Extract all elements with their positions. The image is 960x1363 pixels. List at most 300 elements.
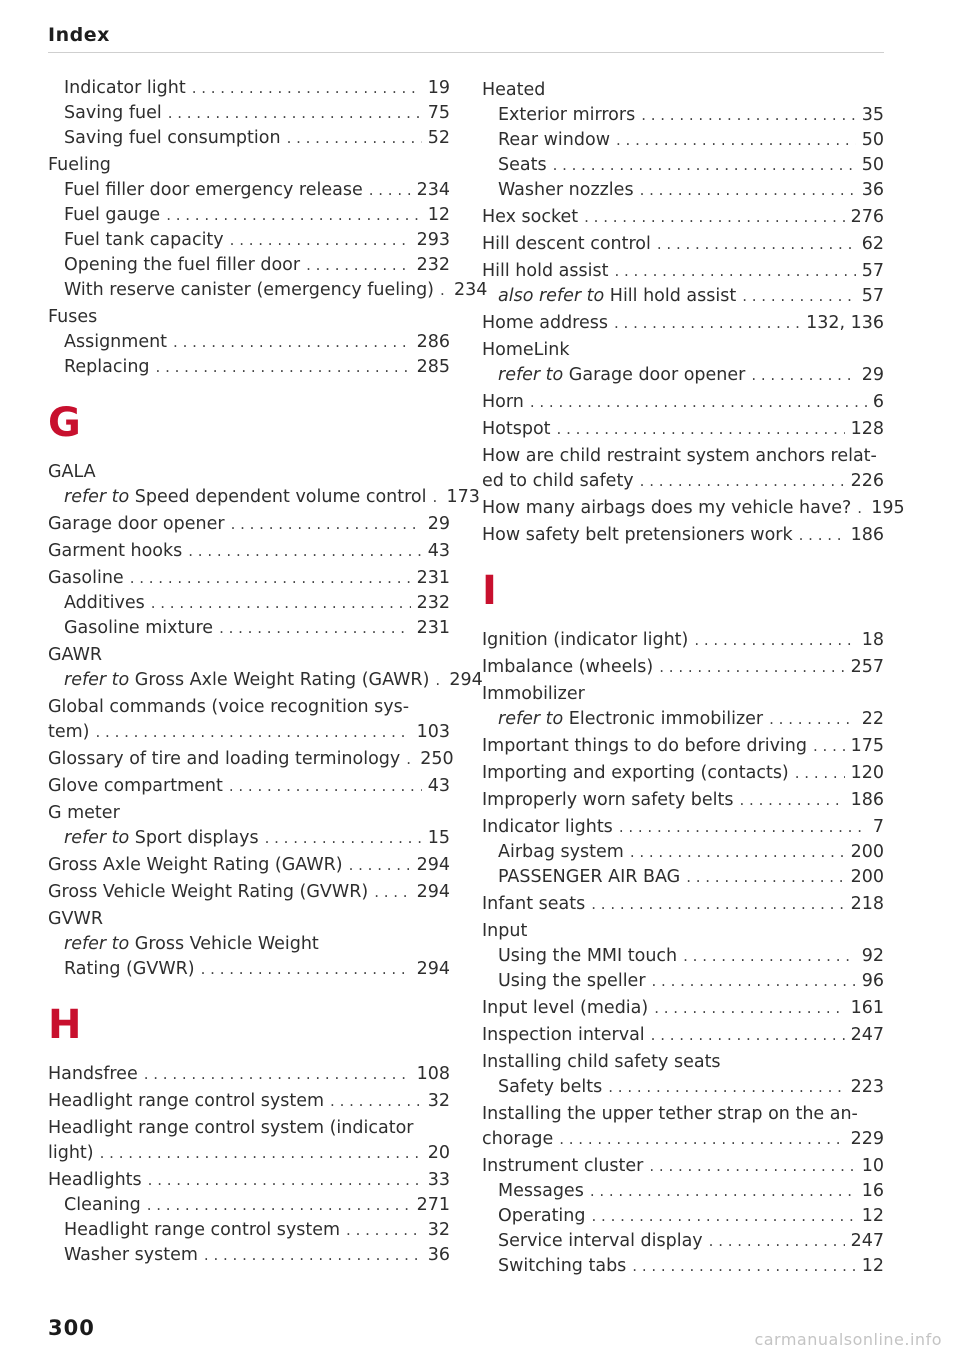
index-term-text: Safety belts	[498, 1077, 603, 1097]
page-reference: 36	[861, 180, 884, 200]
index-term	[48, 566, 124, 591]
index-entry	[482, 1154, 884, 1179]
index-term	[48, 460, 96, 485]
index-term	[482, 788, 734, 813]
index-subentry	[482, 969, 884, 994]
index-term-text: How safety belt pretensioners work	[482, 525, 793, 545]
page-reference: 92	[861, 946, 884, 966]
page-reference: 50	[861, 130, 884, 150]
dot-leader	[740, 788, 845, 813]
dot-leader	[130, 566, 411, 591]
index-term	[64, 278, 434, 303]
index-subentry	[48, 203, 450, 228]
dot-leader	[229, 774, 422, 799]
index-term	[482, 417, 551, 442]
index-term-text: Gasoline mixture	[64, 618, 214, 638]
dot-leader	[374, 880, 410, 905]
index-term	[498, 1179, 584, 1204]
index-entry	[482, 78, 884, 103]
dot-leader	[813, 734, 845, 759]
dot-leader	[640, 469, 845, 494]
index-entry	[482, 232, 884, 257]
dot-leader	[440, 278, 448, 303]
dot-leader	[530, 390, 867, 415]
dot-leader	[173, 330, 411, 355]
page-reference: 294	[416, 855, 450, 875]
index-subentry	[482, 840, 884, 865]
dot-leader	[616, 128, 856, 153]
index-term	[498, 865, 680, 890]
dot-leader	[640, 178, 856, 203]
index-term	[498, 178, 634, 203]
index-term-text: Improperly worn safety belts	[482, 790, 734, 810]
index-column-left	[48, 76, 488, 1268]
dot-leader	[686, 865, 844, 890]
page-reference: 12	[861, 1206, 884, 1226]
index-subentry	[482, 128, 884, 153]
index-term-text: Rear window	[498, 130, 611, 150]
index-subentry	[482, 865, 884, 890]
index-term	[48, 539, 182, 564]
index-entry	[48, 460, 450, 485]
dot-leader	[591, 892, 844, 917]
index-entry	[48, 512, 450, 537]
index-entry	[48, 801, 450, 826]
index-term	[482, 1127, 553, 1152]
index-term-text: Gross Vehicle Weight	[134, 934, 319, 954]
index-subentry	[482, 178, 884, 203]
page-reference: 43	[427, 541, 450, 561]
index-entry	[482, 628, 884, 653]
page-reference: 32	[427, 1091, 450, 1111]
index-term-text: Gross Axle Weight Rating (GAWR)	[48, 855, 343, 875]
index-term-text: Fuses	[48, 307, 98, 327]
index-term	[482, 892, 585, 917]
index-entry	[48, 1141, 450, 1166]
index-term	[498, 1229, 703, 1254]
dot-leader	[100, 1141, 422, 1166]
index-subentry	[482, 707, 884, 732]
index-subentry	[48, 1218, 450, 1243]
index-term	[482, 1102, 858, 1127]
index-term	[64, 1218, 340, 1243]
cross-reference-label: refer to	[498, 709, 564, 729]
page-reference: 15	[427, 828, 450, 848]
index-term-text: Glove compartment	[48, 776, 223, 796]
index-term-text: Immobilizer	[482, 684, 585, 704]
page-reference: 294	[416, 882, 450, 902]
index-entry	[482, 1127, 884, 1152]
index-term	[48, 801, 120, 826]
cross-reference-label: refer to	[64, 670, 130, 690]
index-term-text: Sport displays	[134, 828, 259, 848]
dot-leader	[694, 628, 855, 653]
index-entry	[48, 153, 450, 178]
dot-leader	[204, 1243, 422, 1268]
index-term	[482, 1154, 643, 1179]
page-reference: 7	[872, 817, 884, 837]
index-term-text: light)	[48, 1143, 94, 1163]
dot-leader	[306, 253, 411, 278]
index-term	[48, 853, 343, 878]
page-reference: 173	[446, 487, 480, 507]
index-term	[498, 1204, 586, 1229]
dot-leader	[651, 1023, 845, 1048]
page-reference: 286	[416, 332, 450, 352]
index-term-text: Headlight range control system (indicator	[48, 1118, 414, 1138]
index-term-text: Hill descent control	[482, 234, 651, 254]
page-reference: 29	[427, 514, 450, 534]
index-term	[64, 932, 319, 957]
dot-leader	[265, 826, 422, 851]
index-entry	[48, 566, 450, 591]
dot-leader	[742, 284, 855, 309]
index-term-text: Fuel tank capacity	[64, 230, 224, 250]
dot-leader	[652, 969, 856, 994]
dot-leader	[435, 668, 443, 693]
dot-leader	[795, 761, 845, 786]
index-term-text: Airbag system	[498, 842, 624, 862]
index-entry	[482, 892, 884, 917]
dot-leader	[632, 1254, 855, 1279]
index-entry	[48, 880, 450, 905]
index-term	[482, 734, 807, 759]
index-term-text: Exterior mirrors	[498, 105, 636, 125]
index-term	[48, 305, 97, 330]
index-term	[48, 747, 400, 772]
index-term	[48, 880, 368, 905]
page-reference: 247	[850, 1231, 884, 1251]
index-entry	[482, 815, 884, 840]
index-term-text: Cleaning	[64, 1195, 141, 1215]
page-reference: 57	[861, 261, 884, 281]
dot-leader	[287, 126, 422, 151]
index-subentry	[48, 76, 450, 101]
index-entry	[48, 747, 454, 772]
index-term	[64, 1193, 141, 1218]
index-term	[48, 153, 111, 178]
dot-leader	[619, 815, 867, 840]
index-term	[64, 616, 213, 641]
cross-reference-label: also refer to	[498, 286, 605, 306]
page-reference: 103	[416, 722, 450, 742]
index-letter-heading: G	[48, 400, 81, 446]
index-term	[64, 826, 259, 851]
index-term	[498, 363, 745, 388]
index-term-text: Washer system	[64, 1245, 198, 1265]
page-reference: 232	[416, 593, 450, 613]
index-term-text: Hill hold assist	[609, 286, 737, 306]
index-entry	[482, 496, 905, 521]
index-term	[64, 591, 145, 616]
index-term	[64, 76, 186, 101]
page-reference: 22	[861, 709, 884, 729]
dot-leader	[630, 840, 845, 865]
dot-leader	[406, 747, 414, 772]
page-reference: 6	[872, 392, 884, 412]
index-term	[498, 707, 763, 732]
index-term-text: Gross Axle Weight Rating (GAWR)	[134, 670, 430, 690]
dot-leader	[592, 1204, 856, 1229]
index-term-text: Replacing	[64, 357, 150, 377]
page-reference: 18	[861, 630, 884, 650]
index-term	[64, 178, 363, 203]
page-reference: 57	[861, 286, 884, 306]
index-entry	[482, 788, 884, 813]
index-subentry	[48, 278, 488, 303]
index-term-text: Saving fuel consumption	[64, 128, 281, 148]
dot-leader	[590, 1179, 856, 1204]
index-term-text: Headlights	[48, 1170, 142, 1190]
cross-reference-label: refer to	[498, 365, 564, 385]
index-term	[64, 126, 281, 151]
index-term	[482, 996, 648, 1021]
index-subentry	[482, 1075, 884, 1100]
index-term-text: Headlight range control system	[48, 1091, 325, 1111]
index-entry	[482, 919, 884, 944]
page-reference: 293	[416, 230, 450, 250]
index-term-text: G meter	[48, 803, 120, 823]
index-term-text: GVWR	[48, 909, 103, 929]
dot-leader	[769, 707, 856, 732]
dot-leader	[188, 539, 421, 564]
index-subentry	[482, 1179, 884, 1204]
dot-leader	[751, 363, 855, 388]
index-term	[482, 682, 585, 707]
page-reference: 186	[850, 525, 884, 545]
index-term-text: How are child restraint system anchors relat-	[482, 446, 877, 466]
index-subentry	[48, 932, 450, 957]
index-term	[482, 655, 653, 680]
page-reference: 32	[427, 1220, 450, 1240]
index-term	[498, 1254, 626, 1279]
index-entry	[482, 682, 884, 707]
index-subentry	[482, 1254, 884, 1279]
dot-leader	[433, 485, 441, 510]
dot-leader	[584, 205, 844, 230]
index-term-text: Gross Vehicle Weight Rating (GVWR)	[48, 882, 369, 902]
page-reference: 294	[449, 670, 483, 690]
index-term-text: GALA	[48, 462, 96, 482]
index-term	[48, 643, 102, 668]
index-entry	[48, 539, 450, 564]
dot-leader	[649, 1154, 855, 1179]
index-term-text: tem)	[48, 722, 90, 742]
index-term-text: PASSENGER AIR BAG	[498, 867, 681, 887]
index-term-text: HomeLink	[482, 340, 570, 360]
index-subentry	[482, 153, 884, 178]
index-term	[482, 469, 634, 494]
page-reference: 132, 136	[806, 313, 884, 333]
index-subentry	[48, 178, 450, 203]
dot-leader	[168, 101, 422, 126]
page-reference: 229	[850, 1129, 884, 1149]
index-term-text: Additives	[64, 593, 145, 613]
index-term	[48, 1089, 324, 1114]
page-reference: 43	[427, 776, 450, 796]
dot-leader	[151, 591, 411, 616]
page-reference: 33	[427, 1170, 450, 1190]
index-term-text: Garage door opener	[48, 514, 225, 534]
index-term-text: Seats	[498, 155, 547, 175]
index-term-text: Assignment	[64, 332, 168, 352]
dot-leader	[799, 523, 845, 548]
index-term	[498, 103, 635, 128]
page-reference: 12	[861, 1256, 884, 1276]
index-term-text: Messages	[498, 1181, 584, 1201]
page-reference: 175	[850, 736, 884, 756]
page-reference: 200	[850, 842, 884, 862]
page-reference: 52	[427, 128, 450, 148]
index-entry	[48, 1089, 450, 1114]
index-term-text: Washer nozzles	[498, 180, 634, 200]
index-entry	[482, 338, 884, 363]
page-reference: 161	[850, 998, 884, 1018]
index-term	[482, 390, 524, 415]
index-term	[64, 957, 195, 982]
index-term-text: Rating (GVWR)	[64, 959, 195, 979]
page-reference: 218	[850, 894, 884, 914]
index-term-text: Operating	[498, 1206, 586, 1226]
dot-leader	[346, 1218, 422, 1243]
index-term	[64, 203, 160, 228]
page-reference: 120	[850, 763, 884, 783]
index-term-text: Indicator lights	[482, 817, 613, 837]
index-term-text: Inspection interval	[482, 1025, 645, 1045]
index-term-text: Installing the upper tether strap on the an-	[482, 1104, 858, 1124]
index-term-text: Glossary of tire and loading terminology	[48, 749, 401, 769]
index-term-text: Hotspot	[482, 419, 551, 439]
index-term	[48, 1062, 138, 1087]
index-term	[482, 523, 793, 548]
page-reference: 62	[861, 234, 884, 254]
page-reference: 226	[850, 471, 884, 491]
index-entry	[482, 311, 884, 336]
page-reference: 20	[427, 1143, 450, 1163]
dot-leader	[683, 944, 856, 969]
index-term-text: Gasoline	[48, 568, 124, 588]
dot-leader	[219, 616, 411, 641]
page-reference: 12	[427, 205, 450, 225]
index-subentry	[482, 363, 884, 388]
index-term	[482, 232, 651, 257]
index-term-text: Home address	[482, 313, 608, 333]
page-reference: 186	[850, 790, 884, 810]
page-reference: 195	[871, 498, 905, 518]
page-reference: 247	[850, 1025, 884, 1045]
page-reference: 36	[427, 1245, 450, 1265]
index-subentry	[482, 944, 884, 969]
index-subentry	[48, 957, 450, 982]
index-subentry	[48, 228, 450, 253]
dot-leader	[614, 311, 800, 336]
index-subentry	[48, 485, 480, 510]
index-term-text: Fuel filler door emergency release	[64, 180, 363, 200]
index-subentry	[48, 826, 450, 851]
index-term-text: Saving fuel	[64, 103, 162, 123]
dot-leader	[144, 1062, 411, 1087]
index-entry	[482, 390, 884, 415]
index-term-text: Electronic immobilizer	[568, 709, 764, 729]
index-term	[482, 919, 527, 944]
page-reference: 276	[850, 207, 884, 227]
index-term-text: Speed dependent volume control	[134, 487, 427, 507]
index-entry	[482, 1102, 884, 1127]
page-reference: 232	[416, 255, 450, 275]
index-term-text: Opening the fuel filler door	[64, 255, 301, 275]
dot-leader	[608, 1075, 844, 1100]
index-term	[498, 284, 736, 309]
page-reference: 231	[416, 568, 450, 588]
index-term-text: Ignition (indicator light)	[482, 630, 689, 650]
index-term-text: Service interval display	[498, 1231, 703, 1251]
page-reference: 50	[861, 155, 884, 175]
index-column-right	[482, 76, 905, 1279]
cross-reference-label: refer to	[64, 934, 130, 954]
index-term-text: Important things to do before driving	[482, 736, 807, 756]
index-term	[64, 228, 224, 253]
index-term-text: Garage door opener	[568, 365, 746, 385]
index-subentry	[48, 253, 450, 278]
index-term	[64, 253, 300, 278]
page-reference: 128	[850, 419, 884, 439]
page-reference: 108	[416, 1064, 450, 1084]
index-term-text: Global commands (voice recognition sys-	[48, 697, 410, 717]
index-term	[482, 761, 789, 786]
page-reference: 294	[416, 959, 450, 979]
index-term-text: Hill hold assist	[482, 261, 609, 281]
index-term-text: ed to child safety	[482, 471, 634, 491]
dot-leader	[557, 417, 845, 442]
index-term	[482, 311, 608, 336]
page-reference: 16	[861, 1181, 884, 1201]
dot-leader	[156, 355, 411, 380]
page-reference: 271	[416, 1195, 450, 1215]
dot-leader	[166, 203, 422, 228]
index-entry	[48, 774, 450, 799]
page-reference: 234	[454, 280, 488, 300]
index-entry	[48, 1168, 450, 1193]
index-term-text: Switching tabs	[498, 1256, 627, 1276]
index-subentry	[482, 284, 884, 309]
index-term-text: Input	[482, 921, 528, 941]
index-term-text: Importing and exporting (contacts)	[482, 763, 789, 783]
dot-leader	[659, 655, 844, 680]
cross-reference-label: refer to	[64, 828, 130, 848]
index-term	[482, 496, 851, 521]
index-term	[48, 720, 90, 745]
index-term	[48, 907, 103, 932]
index-entry	[48, 720, 450, 745]
index-term	[482, 444, 877, 469]
index-term	[64, 1243, 198, 1268]
index-entry	[482, 205, 884, 230]
index-term-text: With reserve canister (emergency fueling)	[64, 280, 435, 300]
index-entry	[48, 1062, 450, 1087]
index-term	[482, 815, 613, 840]
index-term-text: Installing child safety seats	[482, 1052, 721, 1072]
page-reference: 35	[861, 105, 884, 125]
dot-leader	[148, 1168, 422, 1193]
watermark: carmanualsonline.info	[754, 1330, 942, 1349]
index-term-text: How many airbags does my vehicle have?	[482, 498, 852, 518]
page-reference: 250	[420, 749, 454, 769]
index-entry	[48, 853, 450, 878]
index-term-text: Infant seats	[482, 894, 586, 914]
index-entry	[482, 1023, 884, 1048]
index-term	[64, 101, 162, 126]
dot-leader	[553, 153, 856, 178]
